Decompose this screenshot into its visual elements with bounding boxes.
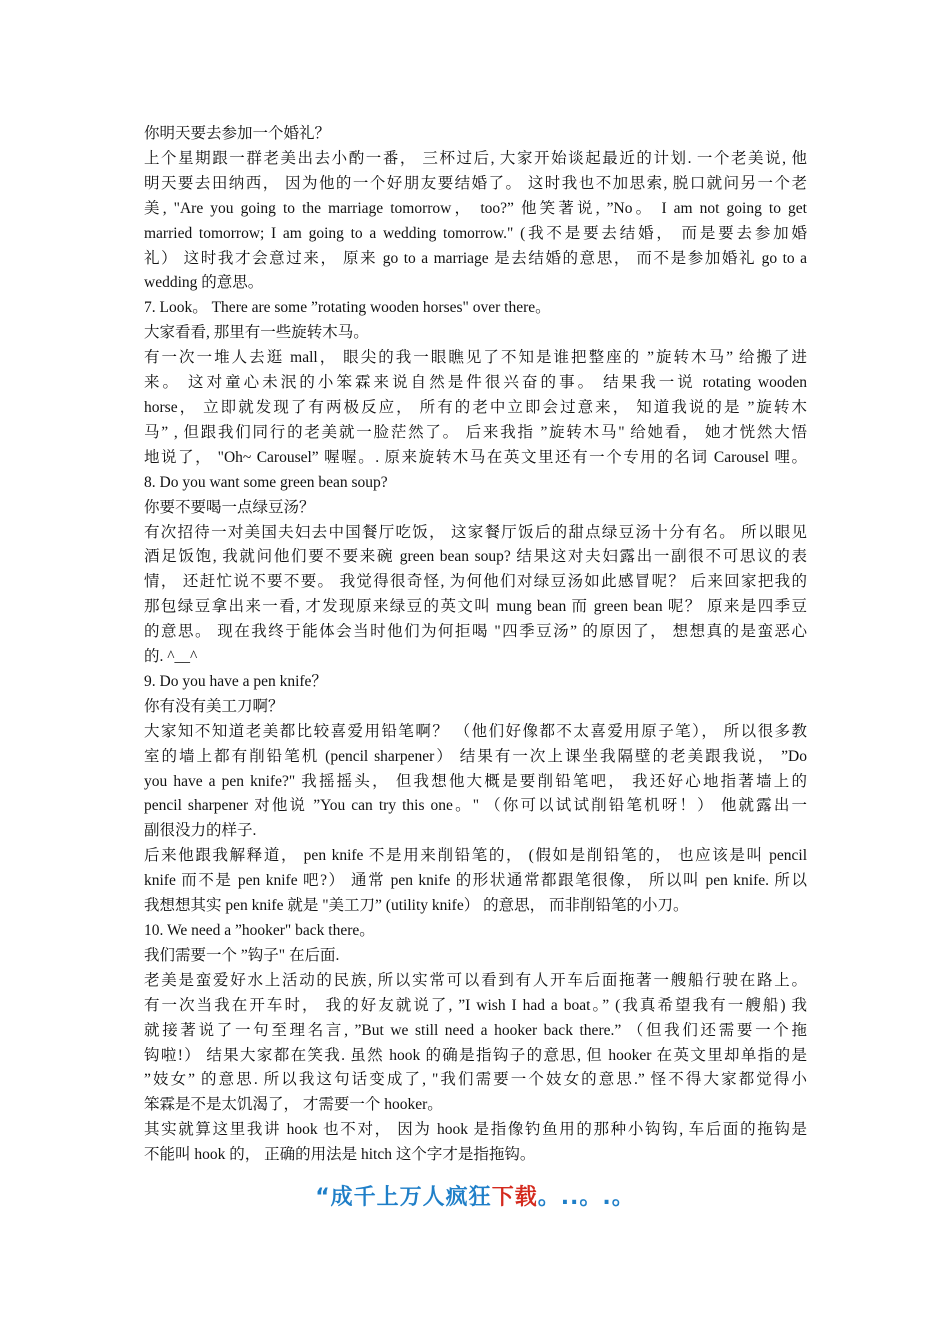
- text-line: 来。 这对童心未泯的小笨霖来说自然是件很兴奋的事。 结果我一说 rotating wooden: [144, 374, 807, 392]
- text-line: wedding 的意思。: [144, 274, 264, 292]
- footer-text-red: 下载: [491, 1185, 538, 1210]
- text-line: 7. Look。 There are some ”rotating wooden horses" over there。: [144, 299, 551, 317]
- text-line: 有一次当我在开车时， 我的好友就说了, ”I wish I had a boat。” (我真希望我有一艘船) 我: [144, 996, 807, 1014]
- text-line: 老美是蛮爱好水上活动的民族, 所以实常可以看到有人开车后面拖著一艘船行驶在路上。: [144, 971, 807, 989]
- text-line: 大家看看, 那里有一些旋转木马。: [144, 324, 369, 342]
- text-line: knife 而不是 pen knife 吧?） 通常 pen knife 的形状通常都跟笔很像， 所以叫 pen knife. 所以: [144, 872, 807, 890]
- text-line: pencil sharpener 对他说 ”You can try this one。" （你可以试试削铅笔机呀！） 他就露出一: [144, 797, 807, 815]
- text-line: ”妓女” 的意思. 所以我这句话变成了, "我们需要一个妓女的意思.” 怪不得大家都觉得小: [144, 1071, 807, 1089]
- footer-banner: [0, 1180, 950, 1211]
- text-line: 就接著说了一句至理名言, ”But we still need a hooker back there.” （但我们还需要一个拖: [144, 1021, 807, 1039]
- text-line: 情， 还赶忙说不要不要。 我觉得很奇怪, 为何他们对绿豆汤如此感冒呢？ 后来回家把我的: [144, 573, 807, 591]
- footer-text-blue: “成千上万人疯狂: [315, 1185, 492, 1210]
- text-line: 不能叫 hook 的， 正确的用法是 hitch 这个字才是指拖钩。: [144, 1146, 536, 1164]
- document-body: [144, 122, 807, 1168]
- text-line: 那包绿豆拿出来一看, 才发现原来绿豆的英文叫 mung bean 而 green bean 呢？ 原来是四季豆: [144, 598, 807, 616]
- text-line: 大家知不知道老美都比较喜爱用铅笔啊？ （他们好像都不太喜爱用原子笔）， 所以很多教: [144, 722, 807, 740]
- text-line: 钩啦!） 结果大家都在笑我. 虽然 hook 的确是指钩子的意思, 但 hooker 在英文里却单指的是: [144, 1046, 807, 1064]
- text-line: 副很没力的样子.: [144, 822, 257, 840]
- text-line: 笨霖是不是太饥渴了， 才需要一个 hooker。: [144, 1096, 443, 1114]
- text-line: 酒足饭饱, 我就问他们要不要来碗 green bean soup? 结果这对夫妇露出一副很不可思议的表: [144, 548, 807, 566]
- text-line: 马” , 但跟我们同行的老美就一脸茫然了。 后来我指 ”旋转木马" 给她看， 她才恍然大悟: [144, 423, 807, 441]
- text-line: 有次招待一对美国夫妇去中国餐厅吃饭， 这家餐厅饭后的甜点绿豆汤十分有名。 所以眼见: [144, 523, 807, 541]
- text-line: horse， 立即就发现了有两极反应， 所有的老中立即会过意来， 知道我说的是 ”旋转木: [144, 398, 807, 416]
- text-line: 礼） 这时我才会意过来， 原来 go to a marriage 是去结婚的意思， 而不是参加婚礼 go to a: [144, 249, 807, 267]
- text-line: 其实就算这里我讲 hook 也不对， 因为 hook 是指像钓鱼用的那种小钩钩, 车后面的拖钩是: [144, 1121, 807, 1139]
- text-line: 你有没有美工刀啊？: [144, 697, 284, 715]
- footer-text-blue-end: 。..。.。: [537, 1185, 635, 1210]
- text-line: 美, "Are you going to the marriage tomorrow， too?” 他笑著说, ”No。 I am not going to get: [144, 199, 807, 217]
- text-line: 的意思。 现在我终于能体会当时他们为何拒喝 "四季豆汤” 的原因了， 想想真的是蛮恶心: [144, 623, 807, 641]
- text-line: 我们需要一个 ”钩子" 在后面.: [144, 946, 340, 964]
- text-line: 室的墙上都有削铅笔机 (pencil sharpener） 结果有一次上课坐我隔壁的老美跟我说， ”Do: [144, 747, 807, 765]
- text-line: 我想想其实 pen knife 就是 "美工刀” (utility knife） 的意思， 而非削铅笔的小刀。: [144, 897, 689, 915]
- text-line: 地说了， "Oh~ Carousel” 喔喔。. 原来旋转木马在英文里还有一个专用的名词 Carousel 哩。: [144, 448, 807, 466]
- text-line: 后来他跟我解释道， pen knife 不是用来削铅笔的， (假如是削铅笔的， 也应该是叫 pencil: [144, 847, 807, 865]
- text-line: married tomorrow; I am going to a wedding tomorrow." (我不是要去结婚， 而是要去参加婚: [144, 224, 807, 242]
- text-line: you have a pen knife?" 我摇摇头， 但我想他大概是要削铅笔吧， 我还好心地指著墙上的: [144, 772, 807, 790]
- text-line: 你要不要喝一点绿豆汤？: [144, 498, 315, 516]
- text-line: 10. We need a ”hooker" back there。: [144, 922, 375, 939]
- text-line: 8. Do you want some green bean soup?: [144, 473, 388, 491]
- text-line: 明天要去田纳西， 因为他的一个好朋友要结婚了。 这时我也不加思索, 脱口就问另一个老: [144, 174, 807, 192]
- text-line: 有一次一堆人去逛 mall， 眼尖的我一眼瞧见了不知是谁把整座的 ”旋转木马” 给搬了进: [144, 349, 807, 367]
- text-line: 的. ^__^: [144, 648, 198, 666]
- text-line: 9. Do you have a pen knife？: [144, 672, 327, 690]
- text-line: 上个星期跟一群老美出去小酌一番， 三杯过后, 大家开始谈起最近的计划. 一个老美说, 他: [144, 149, 807, 167]
- text-line: 你明天要去参加一个婚礼？: [144, 125, 331, 142]
